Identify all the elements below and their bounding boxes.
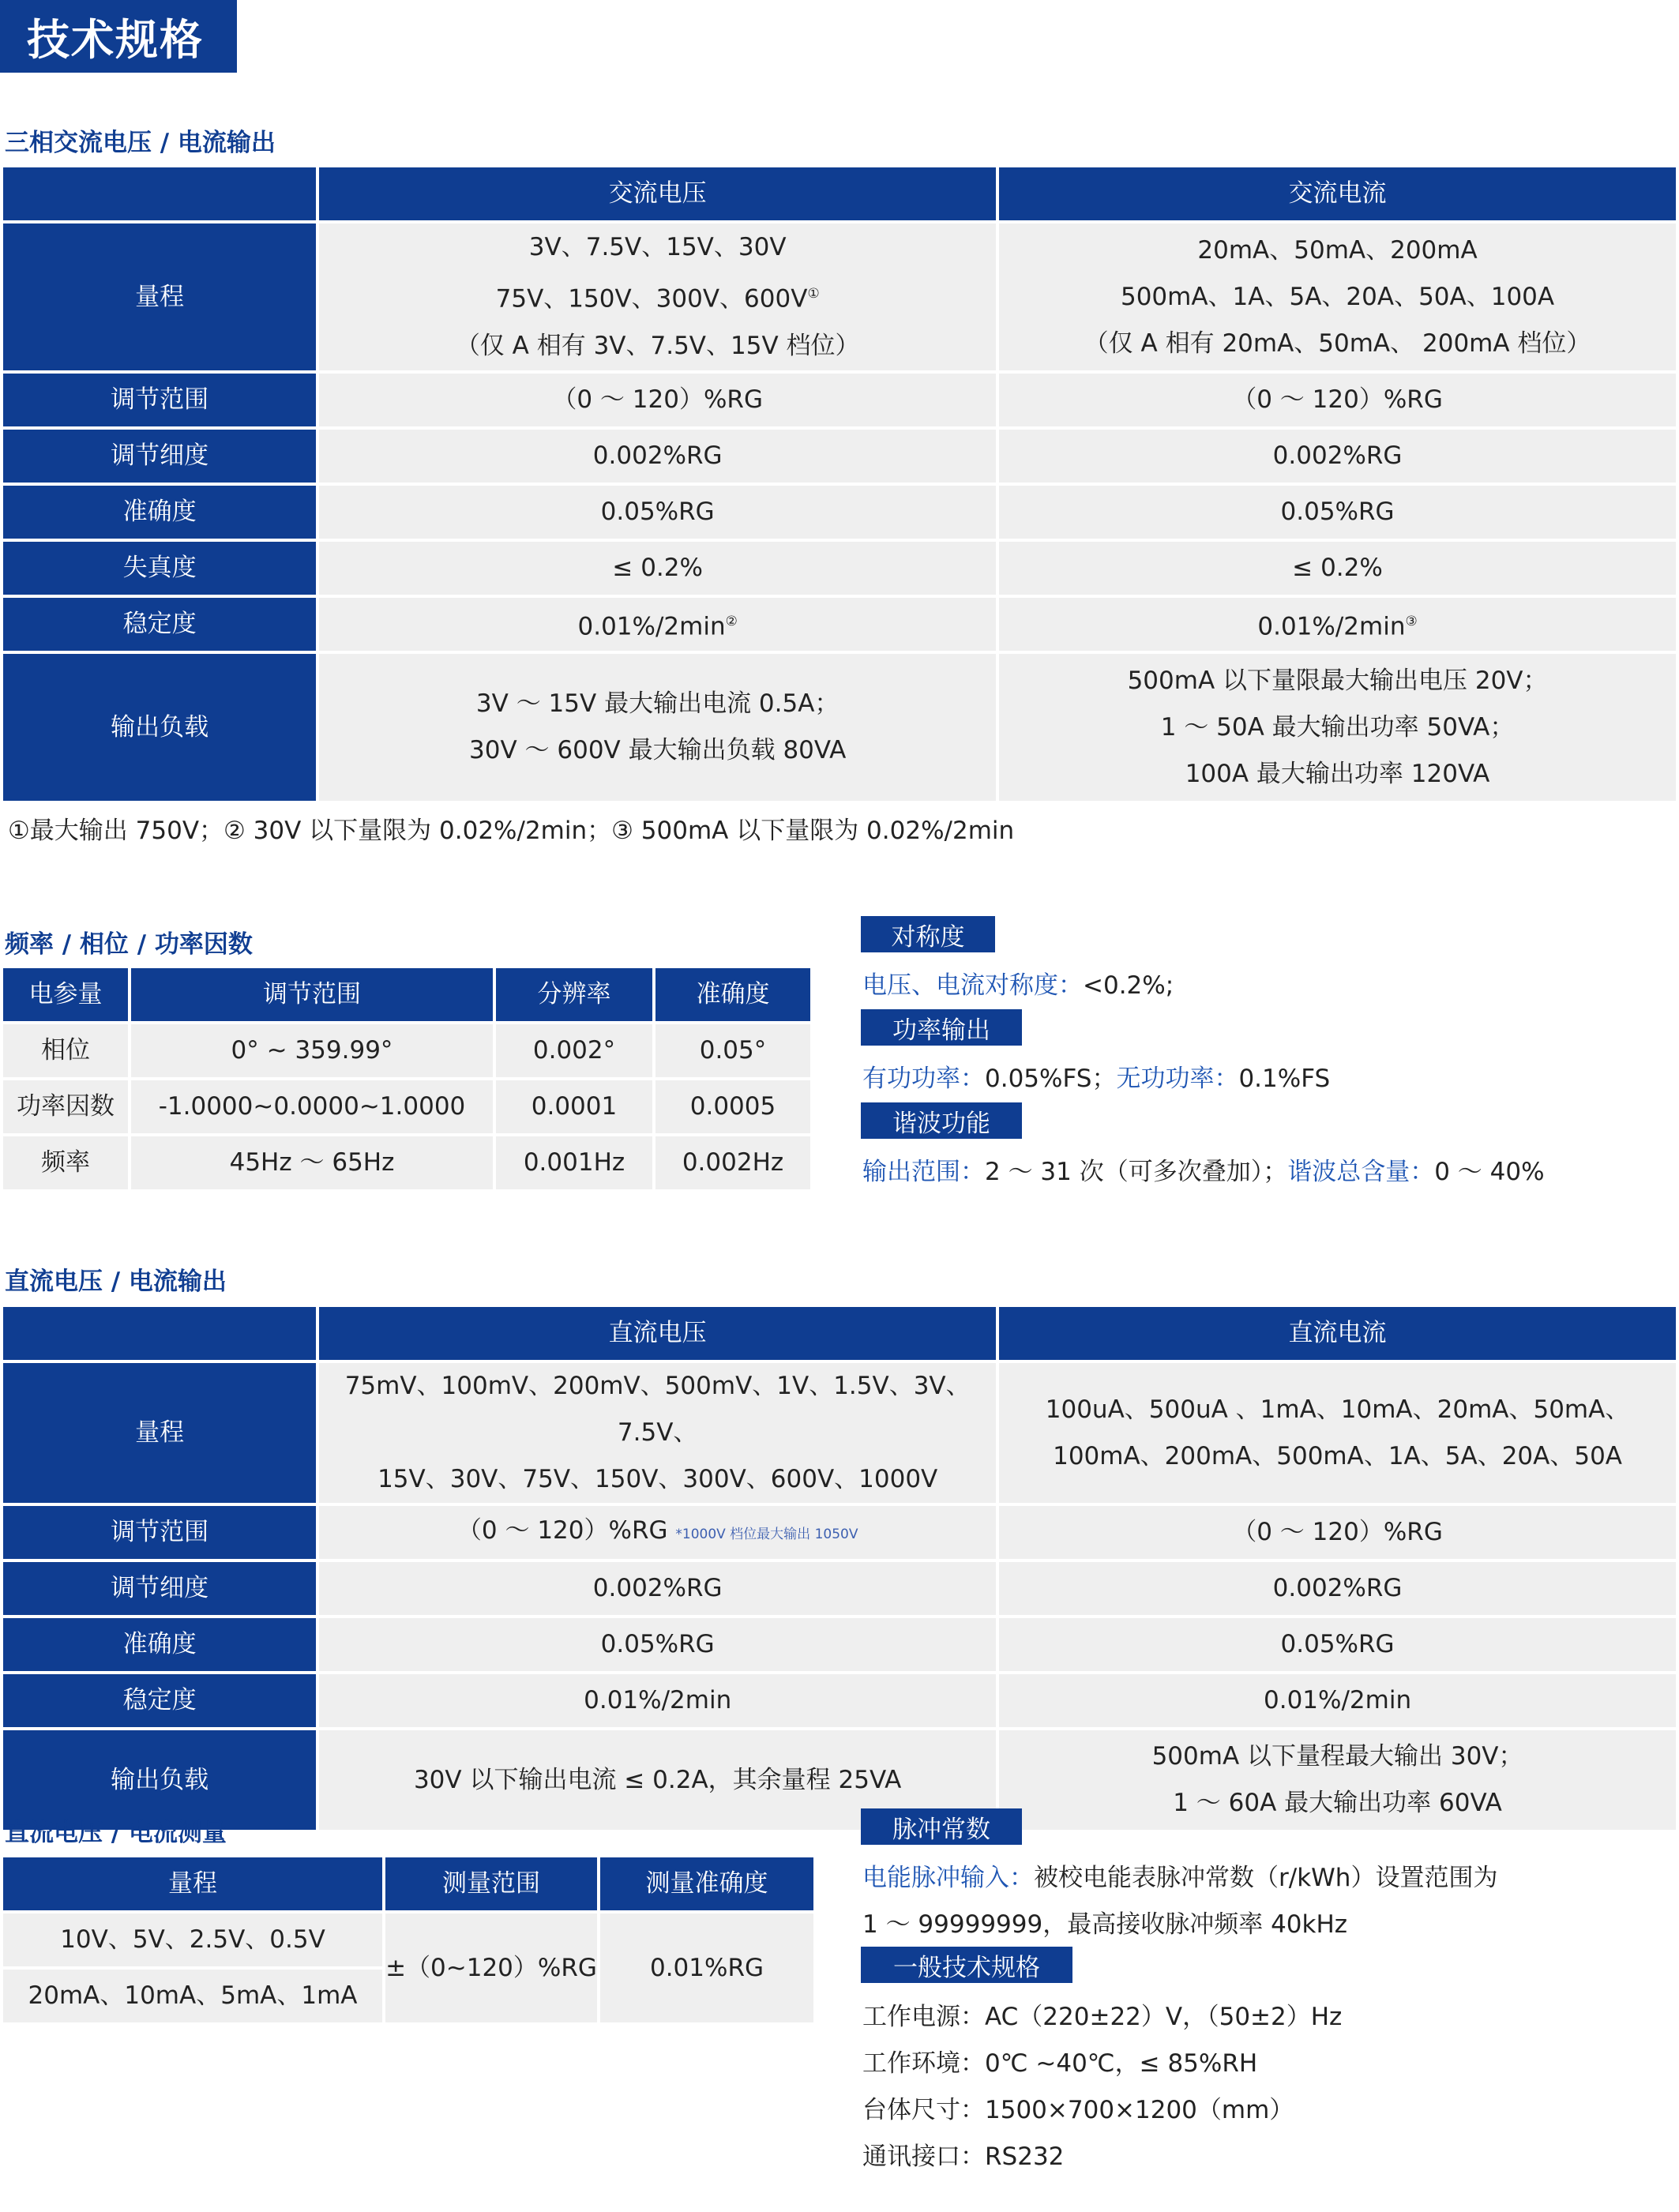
general-line: 台体尺寸：1500×700×1200（mm）: [862, 2096, 1294, 2124]
dc-voltage-range: [319, 1363, 996, 1503]
cell-voltage: ≤ 0.2%: [319, 542, 996, 595]
header-ac-current: 交流电流: [999, 167, 1676, 220]
cell-voltage: 0.002%RG: [319, 430, 996, 483]
symmetry-value: <0.2%;: [1083, 971, 1174, 1000]
table-row: [3, 542, 1676, 595]
row-label: 调节细度: [3, 1562, 316, 1615]
general-line: 工作电源：AC（220±22）V，（50±2）Hz: [862, 2003, 1343, 2031]
cell-current: 0.01%/2min: [999, 1674, 1676, 1727]
table-row: [3, 1080, 810, 1133]
cell: 45Hz ～ 65Hz: [131, 1136, 493, 1189]
cell-current: [999, 654, 1676, 801]
power-output-tag: 功率输出: [861, 1009, 1022, 1046]
cell-voltage: 0.05%RG: [319, 486, 996, 539]
row-label-range: 量程: [3, 1363, 316, 1503]
header-ac-voltage: 交流电压: [319, 167, 996, 220]
cell-range: 10V、5V、2.5V、0.5V: [3, 1913, 382, 1966]
row-label: 调节范围: [3, 374, 316, 426]
dc-output-table: [0, 1304, 1679, 1833]
table-row: [3, 654, 1676, 801]
table-row: [3, 1674, 1676, 1727]
ac-output-table: [0, 164, 1679, 804]
header-cell: 测量准确度: [600, 1857, 813, 1910]
harmonic-range-label: 输出范围：: [862, 1158, 985, 1186]
header-blank: [3, 167, 316, 220]
table-row: [3, 223, 1676, 370]
table-row: [3, 374, 1676, 426]
page-title: 技术规格: [0, 0, 237, 73]
table-row: [3, 486, 1676, 539]
harmonic-range-value: 2 ～ 31 次（可多次叠加）；: [985, 1158, 1288, 1186]
cell-current: [999, 1730, 1676, 1830]
cell-voltage: [319, 598, 996, 651]
range-line: （仅 A 相有 20mA、50mA、 200mA 档位）: [1084, 329, 1591, 358]
row-label: 调节范围: [3, 1506, 316, 1559]
cell: -1.0000~0.0000~1.0000: [131, 1080, 493, 1133]
footnote-marker: ②: [725, 613, 738, 629]
range-line: 3V、7.5V、15V、30V: [528, 233, 787, 262]
header-cell: 准确度: [655, 968, 810, 1021]
ac-current-range: [999, 223, 1676, 370]
range-line: 100mA、200mA、500mA、1A、5A、20A、50A: [1053, 1441, 1622, 1470]
header-dc-current: 直流电流: [999, 1307, 1676, 1360]
load-line: 500mA 以下量限最大输出电压 20V；: [1127, 666, 1548, 695]
symmetry-tag: 对称度: [861, 916, 995, 952]
table-header-row: [3, 1307, 1676, 1360]
pulse-tag: 脉冲常数: [861, 1808, 1022, 1845]
reactive-power-value: 0.1%FS: [1238, 1065, 1331, 1093]
symmetry-line: [862, 965, 1174, 1001]
table-row: [3, 1913, 813, 1966]
cell-voltage: （0 ～ 120）%RG: [319, 374, 996, 426]
row-label: 输出负载: [3, 1730, 316, 1830]
load-line: 30V ～ 600V 最大输出负载 80VA: [469, 736, 847, 764]
header-cell: 电参量: [3, 968, 128, 1021]
table-row: [3, 1562, 1676, 1615]
cell-voltage: 0.002%RG: [319, 1562, 996, 1615]
general-line: 通讯接口：RS232: [862, 2143, 1065, 2171]
dc-measure-table: [0, 1854, 817, 2026]
load-line: 1 ～ 60A 最大输出功率 60VA: [1173, 1789, 1502, 1817]
cell-voltage: [319, 654, 996, 801]
header-cell: 调节范围: [131, 968, 493, 1021]
cell-current: 0.002%RG: [999, 430, 1676, 483]
row-label: 稳定度: [3, 1674, 316, 1727]
pulse-label: 电能脉冲输入：: [862, 1864, 1034, 1892]
row-label: 准确度: [3, 1618, 316, 1671]
power-output-line: [862, 1058, 1330, 1094]
cell-current: 0.002%RG: [999, 1562, 1676, 1615]
general-spec-tag: 一般技术规格: [861, 1947, 1072, 1983]
cell: 0.002°: [496, 1024, 652, 1077]
header-cell: 测量范围: [385, 1857, 597, 1910]
cell-accuracy: 0.01%RG: [600, 1913, 813, 2022]
harmonic-tag: 谐波功能: [861, 1102, 1022, 1139]
row-label: 稳定度: [3, 598, 316, 651]
harmonic-line: [862, 1151, 1545, 1187]
stability-text: 0.01%/2min: [577, 612, 726, 641]
table-row: [3, 1136, 810, 1189]
section-title-dc-measure: 直流电压 / 电流测量: [5, 1819, 227, 1847]
pulse-line-2: 1 ～ 99999999，最高接收脉冲频率 40kHz: [862, 1910, 1348, 1939]
table-row: [3, 430, 1676, 483]
section-title-ac-output: 三相交流电压 / 电流输出: [5, 129, 276, 157]
section-title-dc-output: 直流电压 / 电流输出: [5, 1267, 227, 1296]
active-power-label: 有功功率：: [862, 1065, 985, 1093]
pulse-text: 被校电能表脉冲常数（r/kWh）设置范围为: [1034, 1864, 1498, 1892]
cell: 频率: [3, 1136, 128, 1189]
cell: 0.001Hz: [496, 1136, 652, 1189]
table-row: [3, 1363, 1676, 1503]
cell-current: ≤ 0.2%: [999, 542, 1676, 595]
load-line: 500mA 以下量程最大输出 30V；: [1151, 1742, 1523, 1771]
general-line: 工作环境：0℃ ~40℃，≤ 85%RH: [862, 2049, 1258, 2078]
cell: 0.0001: [496, 1080, 652, 1133]
range-line-text: 75V、150V、300V、600V: [495, 284, 808, 314]
cell-current: （0 ～ 120）%RG: [999, 1506, 1676, 1559]
harmonic-total-label: 谐波总含量：: [1287, 1158, 1435, 1186]
adjust-note: *1000V 档位最大输出 1050V: [675, 1526, 858, 1542]
table-header-row: [3, 167, 1676, 220]
range-line: 15V、30V、75V、150V、300V、600V、1000V: [377, 1465, 938, 1493]
table-row: [3, 1618, 1676, 1671]
footnote-marker: ③: [1405, 613, 1418, 629]
section-title-frequency: 频率 / 相位 / 功率因数: [5, 930, 253, 959]
range-line: 75mV、100mV、200mV、500mV、1V、1.5V、3V、7.5V、: [344, 1372, 971, 1447]
range-line: （仅 A 相有 3V、7.5V、15V 档位）: [455, 331, 860, 360]
cell: 功率因数: [3, 1080, 128, 1133]
cell: 相位: [3, 1024, 128, 1077]
table-header-row: [3, 968, 810, 1021]
row-label: 失真度: [3, 542, 316, 595]
table-row: [3, 598, 1676, 651]
cell: 0° ~ 359.99°: [131, 1024, 493, 1077]
cell-voltage: 0.01%/2min: [319, 1674, 996, 1727]
table-row: [3, 1730, 1676, 1830]
cell-current: [999, 598, 1676, 651]
cell-current: 0.05%RG: [999, 486, 1676, 539]
header-cell: 量程: [3, 1857, 382, 1910]
header-cell: 分辨率: [496, 968, 652, 1021]
active-power-value: 0.05%FS；: [985, 1065, 1117, 1093]
header-dc-voltage: 直流电压: [319, 1307, 996, 1360]
ac-footnote: ①最大输出 750V；② 30V 以下量限为 0.02%/2min；③ 500mA 以下量限为 0.02%/2min: [8, 817, 1015, 845]
range-line: 20mA、50mA、200mA: [1197, 235, 1478, 265]
cell-voltage: 0.05%RG: [319, 1618, 996, 1671]
cell-range: 20mA、10mA、5mA、1mA: [3, 1970, 382, 2022]
range-line: [319, 271, 996, 322]
cell: 0.002Hz: [655, 1136, 810, 1189]
range-line: 100uA、500uA 、1mA、10mA、20mA、50mA、: [1045, 1395, 1630, 1424]
cell-current: 0.05%RG: [999, 1618, 1676, 1671]
row-label-range: 量程: [3, 223, 316, 370]
ac-voltage-range: [319, 223, 996, 370]
cell-voltage: [319, 1506, 996, 1559]
cell: 0.05°: [655, 1024, 810, 1077]
cell-measure-range: ±（0~120）%RG: [385, 1913, 597, 2022]
row-label: 输出负载: [3, 654, 316, 801]
symmetry-label: 电压、电流对称度：: [862, 971, 1083, 1000]
table-header-row: [3, 1857, 813, 1910]
load-line: 3V ～ 15V 最大输出电流 0.5A；: [475, 689, 840, 718]
harmonic-total-value: 0 ～ 40%: [1434, 1158, 1545, 1186]
cell-voltage: 30V 以下输出电流 ≤ 0.2A，其余量程 25VA: [319, 1730, 996, 1830]
footnote-marker: ①: [807, 286, 820, 302]
cell: 0.0005: [655, 1080, 810, 1133]
table-row: [3, 1506, 1676, 1559]
cell-current: （0 ～ 120）%RG: [999, 374, 1676, 426]
header-blank: [3, 1307, 316, 1360]
stability-text: 0.01%/2min: [1257, 612, 1406, 641]
dc-current-range: [999, 1363, 1676, 1503]
row-label: 调节细度: [3, 430, 316, 483]
table-row: [3, 1024, 810, 1077]
range-line: 500mA、1A、5A、20A、50A、100A: [1120, 282, 1555, 311]
adjust-value: （0 ～ 120）%RG: [456, 1515, 668, 1545]
frequency-table: [0, 965, 813, 1192]
load-line: 100A 最大输出功率 120VA: [1185, 759, 1490, 788]
row-label: 准确度: [3, 486, 316, 539]
reactive-power-label: 无功功率：: [1116, 1065, 1239, 1093]
pulse-line-1: [862, 1857, 1497, 1893]
load-line: 1 ～ 50A 最大输出功率 50VA；: [1160, 712, 1515, 742]
